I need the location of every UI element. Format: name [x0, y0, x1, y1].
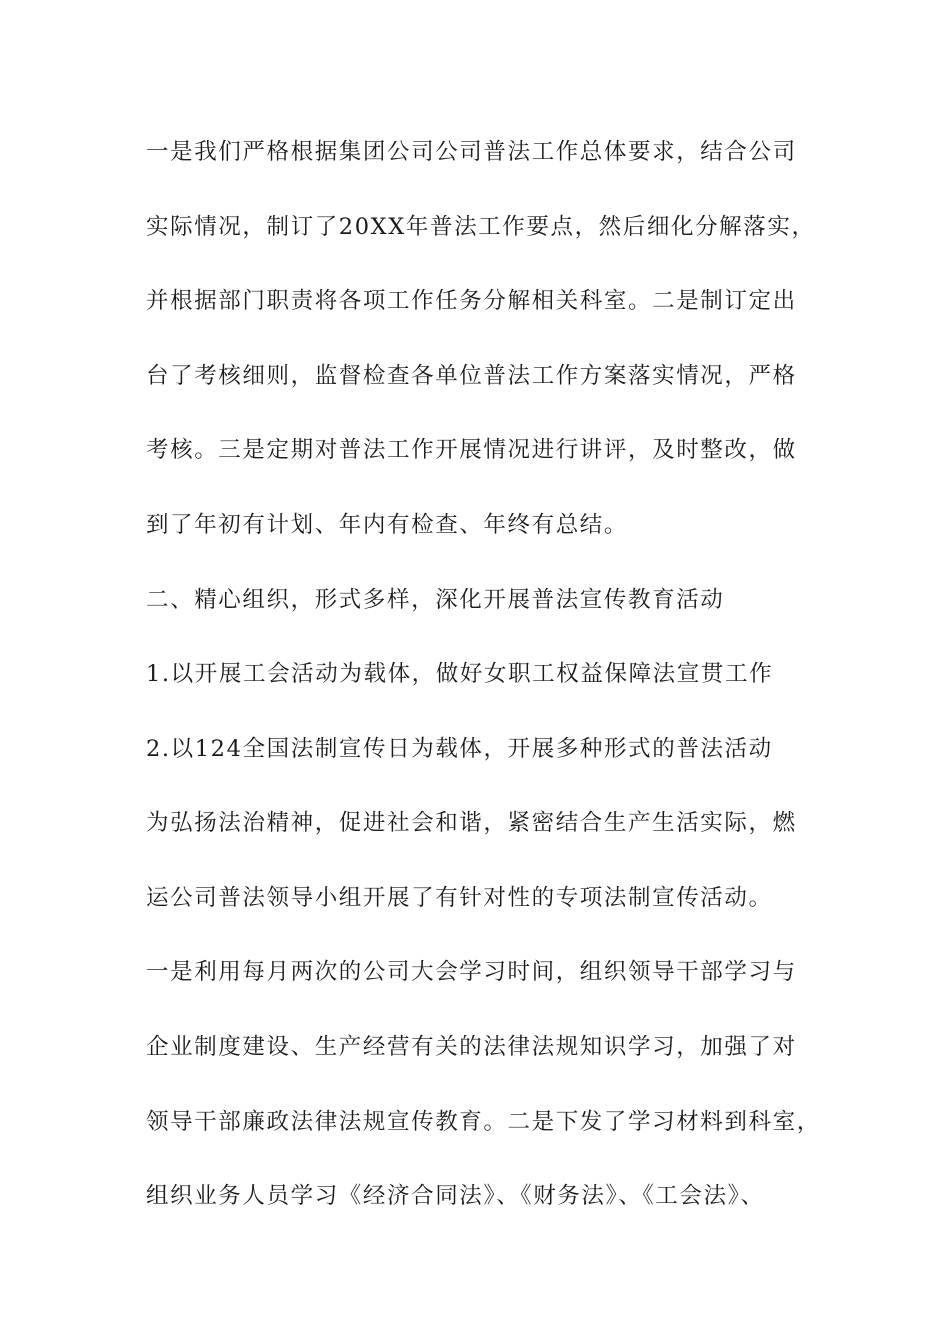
list-item-2: 2.以124全国法制宣传日为载体，开展多种形式的普法活动 [146, 736, 773, 762]
section-heading: 二、精心组织，形式多样，深化开展普法宣传教育活动 [146, 587, 725, 613]
text-line-15: 组织业务人员学习《经济合同法》、《财务法》、《工会法》、 [146, 1183, 765, 1209]
text-line-3: 并根据部门职责将各项工作任务分解相关科室。二是制订定出 [146, 288, 797, 314]
text-line-4: 台了考核细则，监督检查各单位普法工作方案落实情况，严格 [146, 363, 797, 389]
text-line-10: 为弘扬法治精神，促进社会和谐，紧密结合生产生活实际，燃 [146, 810, 797, 836]
text-line-2: 实际情况，制订了20XX年普法工作要点，然后细化分解落实， [146, 214, 816, 240]
text-line-5: 考核。三是定期对普法工作开展情况进行讲评，及时整改，做 [146, 437, 797, 463]
text-line-6: 到了年初有计划、年内有检查、年终有总结。 [146, 512, 629, 538]
list-item-1: 1.以开展工会活动为载体，做好女职工权益保障法宣贯工作 [146, 661, 774, 687]
text-line-14: 领导干部廉政法律法规宣传教育。二是下发了学习材料到科室， [146, 1109, 821, 1135]
text-line-11: 运公司普法领导小组开展了有针对性的专项法制宣传活动。 [146, 885, 773, 911]
text-line-1: 一是我们严格根据集团公司公司普法工作总体要求，结合公司 [146, 139, 797, 165]
text-line-13: 企业制度建设、生产经营有关的法律法规知识学习，加强了对 [146, 1034, 797, 1060]
text-line-12: 一是利用每月两次的公司大会学习时间，组织领导干部学习与 [146, 959, 797, 985]
